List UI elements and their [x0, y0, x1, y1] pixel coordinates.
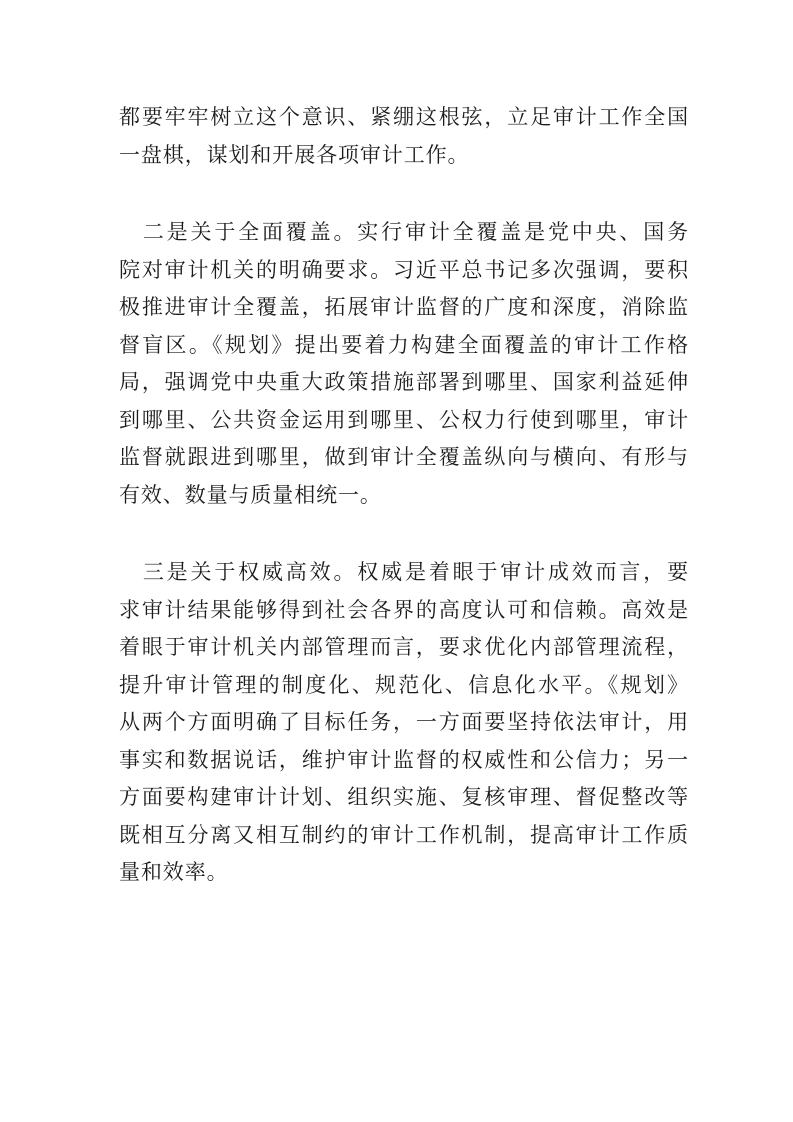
text-line: 量和效率。 — [119, 860, 229, 884]
text-line: 提升审计管理的制度化、规范化、信息化水平。《规划》 — [119, 672, 689, 697]
text-line: 极推进审计全覆盖，拓展审计监督的广度和深度，消除监 — [119, 295, 689, 319]
text-line: 院对审计机关的明确要求。习近平总书记多次强调，要积 — [119, 257, 689, 282]
text-line: 三是关于权威高效。权威是着眼于审计成效而言，要 — [119, 560, 689, 584]
text-line: 督盲区。《规划》提出要着力构建全面覆盖的审计工作格 — [119, 332, 689, 357]
text-line: 二是关于全面覆盖。实行审计全覆盖是党中央、国务 — [119, 220, 689, 244]
text-line: 事实和数据说话，维护审计监督的权威性和公信力；另一 — [119, 747, 689, 772]
paragraph-full-coverage — [119, 214, 689, 514]
text-line: 从两个方面明确了目标任务，一方面要坚持依法审计，用 — [119, 710, 689, 734]
paragraph-authority-efficiency — [119, 554, 689, 892]
text-line: 一盘棋，谋划和开展各项审计工作。 — [119, 142, 470, 167]
text-line: 方面要构建审计计划、组织实施、复核审理、督促整改等 — [119, 785, 689, 809]
text-line: 都要牢牢树立这个意识、紧绷这根弦，立足审计工作全国 — [119, 105, 689, 129]
text-line: 既相互分离又相互制约的审计工作机制，提高审计工作质 — [119, 822, 689, 847]
text-line: 监督就跟进到哪里，做到审计全覆盖纵向与横向、有形与 — [119, 445, 689, 469]
text-line: 到哪里、公共资金运用到哪里、公权力行使到哪里，审计 — [119, 407, 689, 432]
text-line: 有效、数量与质量相统一。 — [119, 482, 382, 507]
text-line: 局，强调党中央重大政策措施部署到哪里、国家利益延伸 — [119, 370, 689, 394]
text-line: 着眼于审计机关内部管理而言，要求优化内部管理流程， — [119, 635, 689, 659]
paragraph-continuation — [119, 99, 689, 174]
text-line: 求审计结果能够得到社会各界的高度认可和信赖。高效是 — [119, 597, 689, 622]
